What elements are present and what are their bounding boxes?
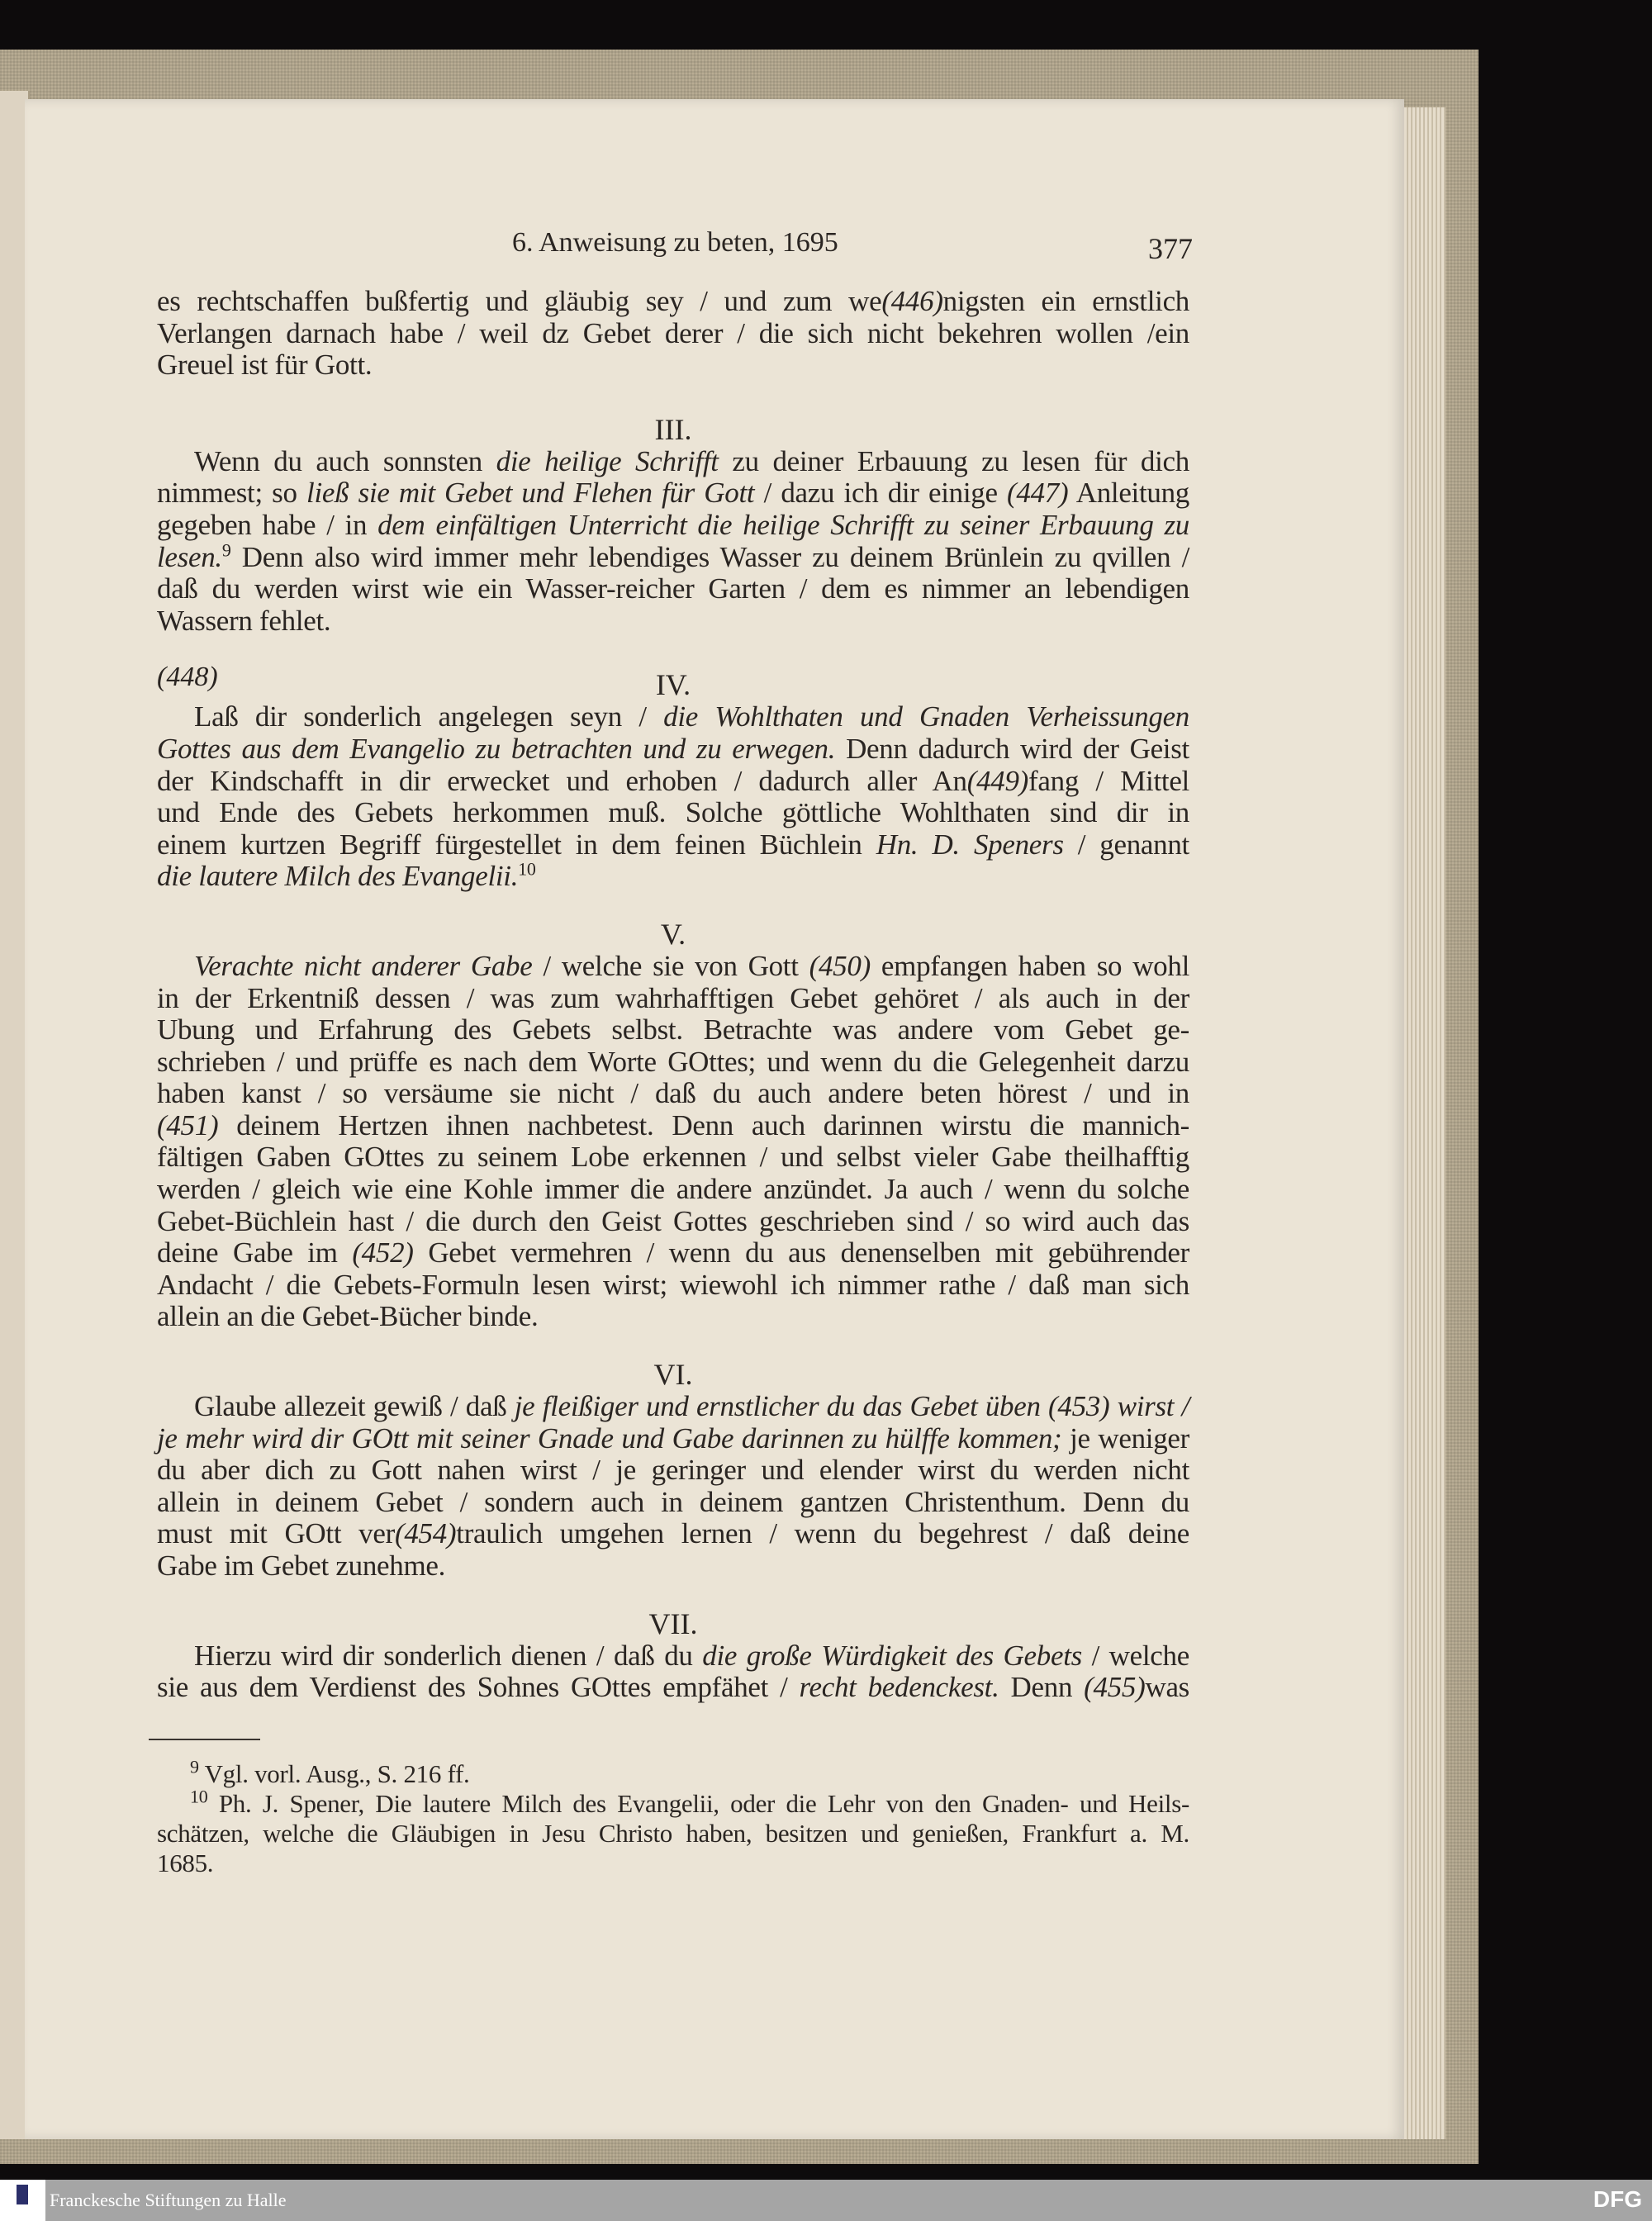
- text-segment: Denn dadurch wird der Geist: [835, 732, 1189, 765]
- text-line: [157, 1848, 1189, 1878]
- text-line: [157, 1518, 1189, 1550]
- text-segment: schrieben / und prüffe es nach dem Worte GOttes; und wenn du die Gelegenheit darzu: [157, 1045, 1189, 1078]
- footnote-marker: 9: [190, 1756, 199, 1777]
- text-line: [157, 797, 1189, 829]
- text-segment: Gabe im Gebet zunehme.: [157, 1549, 446, 1582]
- italic-text: Verachte nicht anderer Gabe: [194, 949, 533, 982]
- text-segment: allein an die Gebet-Bücher binde.: [157, 1300, 539, 1333]
- text-line: [157, 1550, 1189, 1583]
- text-segment: was: [1145, 1671, 1189, 1704]
- section: [157, 1607, 1189, 1704]
- italic-text: die große Würdigkeit des Gebets: [702, 1639, 1082, 1672]
- text-line: [157, 1487, 1189, 1519]
- italic-text: Gottes aus dem Evangelio zu betrachten und zu erwegen.: [157, 732, 836, 765]
- italic-text: (450): [809, 949, 871, 982]
- text-segment: empfangen haben so wohl: [870, 949, 1189, 982]
- text-line: [157, 1174, 1189, 1206]
- text-line: [157, 1046, 1189, 1079]
- text-segment: must mit GOtt ver: [157, 1517, 395, 1550]
- section-heading: V.: [660, 917, 686, 951]
- text-line: [157, 1237, 1189, 1269]
- text-segment: es rechtschaffen bußfertig und gläubig sey / und zum we: [157, 285, 882, 317]
- text-line: [157, 1078, 1189, 1110]
- main-text: [157, 286, 1189, 1704]
- text-line: [157, 1786, 1189, 1819]
- text-line: [157, 1301, 1189, 1333]
- italic-text: (446): [881, 285, 943, 317]
- text-segment: du aber dich zu Gott nahen wirst / je geringer und elender wirst du werden nicht: [157, 1454, 1189, 1487]
- section: [157, 918, 1189, 1333]
- text-line: [157, 951, 1189, 983]
- text-line: [157, 1672, 1189, 1704]
- section: [157, 662, 1190, 893]
- text-segment: in der Erkentniß dessen / was zum wahrhafftigen Gebet gehöret / als auch in der: [157, 981, 1189, 1014]
- italic-text: die lautere Milch des Evangelii.: [157, 860, 519, 893]
- text-segment: Ph. J. Spener, Die lautere Milch des Evangelii, oder die Lehr von den Gnaden- und Heils-: [207, 1789, 1189, 1818]
- italic-text: (452): [352, 1236, 414, 1269]
- text-line: [157, 446, 1189, 478]
- text-segment: zu deiner Erbauung zu lesen für dich: [718, 444, 1189, 477]
- text-line: [157, 1391, 1189, 1423]
- text-segment: daß du werden wirst wie ein Wasser-reicher Garten / dem es nimmer an lebendigen: [157, 572, 1189, 605]
- section: [157, 413, 1189, 638]
- text-line: [157, 858, 1189, 893]
- italic-text: (451): [157, 1108, 219, 1141]
- text-segment: Ubung und Erfahrung des Gebets selbst. Betrachte was andere vom Gebet ge-: [157, 1013, 1189, 1046]
- text-segment: traulich umgehen lernen / wenn du begehrest / daß deine: [456, 1517, 1189, 1550]
- text-segment: Hierzu wird dir sonderlich dienen / daß du: [194, 1639, 703, 1672]
- section-heading: VI.: [653, 1358, 693, 1392]
- text-segment: fältigen Gaben GOttes zu seinem Lobe erkennen / und selbst vieler Gabe theilhafftig: [157, 1141, 1189, 1174]
- italic-text: lesen.: [157, 540, 222, 573]
- text-line: [157, 1423, 1189, 1455]
- italic-text: die Wohlthaten und Gnaden Verheissungen: [663, 700, 1190, 733]
- italic-text: ließ sie mit Gebet und Flehen für Gott: [306, 477, 755, 510]
- footnote-marker: 10: [190, 1786, 208, 1807]
- text-segment: nimmest; so: [157, 477, 307, 510]
- text-segment: Denn also wird immer mehr lebendiges Wasser zu deinem Brünlein zu qvillen /: [230, 540, 1189, 573]
- text-segment: und Ende des Gebets herkommen muß. Solche göttliche Wohlthaten sind dir in: [157, 796, 1189, 829]
- text-line: [157, 733, 1189, 766]
- text-segment: / genannt: [1063, 828, 1189, 861]
- text-line: [157, 286, 1189, 318]
- margin-page-note: (448): [157, 662, 218, 693]
- section: [157, 286, 1189, 382]
- text-segment: je weniger: [1061, 1421, 1190, 1455]
- italic-text: (447): [1007, 477, 1069, 510]
- footnote-rule: [149, 1739, 260, 1740]
- text-line: [157, 349, 1189, 382]
- section-heading: III.: [654, 412, 692, 446]
- italic-text: die heilige Schrifft: [496, 444, 719, 477]
- section-heading: IV.: [655, 668, 691, 702]
- text-segment: / welche: [1081, 1639, 1189, 1672]
- text-line: [157, 539, 1189, 574]
- text-segment: schätzen, welche die Gläubigen in Jesu Christo haben, besitzen und genießen, Frankfurt a. M.: [157, 1819, 1189, 1848]
- text-line: [157, 1455, 1189, 1487]
- page-number: 377: [1148, 232, 1193, 265]
- text-segment: sie aus dem Verdienst des Sohnes GOttes empfähet /: [157, 1671, 800, 1704]
- text-segment: gegeben habe / in: [157, 508, 378, 541]
- text-segment: Laß dir sonderlich angelegen seyn /: [194, 700, 664, 733]
- italic-text: (449): [966, 764, 1029, 797]
- text-segment: Gebet-Büchlein hast / die durch den Geist Gottes geschrieben sind / so wird auch das: [157, 1204, 1189, 1237]
- text-segment: haben kanst / so versäume sie nicht / daß du auch andere beten hörest / und in: [157, 1077, 1189, 1110]
- footnote-marker: 9: [221, 539, 231, 560]
- text-segment: Wenn du auch sonnsten: [194, 444, 496, 477]
- text-segment: deinem Hertzen ihnen nachbetest. Denn auch darinnen wirstu die mannich-: [218, 1108, 1189, 1141]
- running-title: 6. Anweisung zu beten, 1695: [512, 227, 838, 258]
- text-line: [157, 1756, 1189, 1789]
- text-segment: Wassern fehlet.: [157, 604, 331, 637]
- text-line: [157, 1014, 1189, 1046]
- text-segment: einem kurtzen Begriff fürgestellet in dem feinen Büchlein: [157, 828, 876, 861]
- dfg-logo: DFG: [1593, 2186, 1642, 2212]
- text-line: [157, 983, 1189, 1015]
- text-segment: Glaube allezeit gewiß / daß: [194, 1390, 515, 1423]
- text-line: [157, 1269, 1189, 1302]
- text-segment: werden / gleich wie eine Kohle immer die andere anzündet. Ja auch / wenn du solche: [157, 1173, 1189, 1206]
- italic-text: (455): [1084, 1671, 1146, 1704]
- viewer-footer-bar: [0, 2180, 1652, 2221]
- text-segment: Verlangen darnach habe / weil dz Gebet derer / die sich nicht bekehren wollen /ein: [157, 316, 1189, 349]
- italic-text: je mehr wird dir GOtt mit seiner Gnade und Gabe darinnen zu hülffe kommen;: [157, 1421, 1062, 1455]
- text-line: [157, 1206, 1189, 1238]
- italic-text: Hn. D. Speners: [876, 828, 1064, 861]
- footnote-marker: 10: [518, 858, 536, 880]
- text-segment: / welche sie von Gott: [532, 949, 809, 982]
- text-line: [157, 1640, 1189, 1673]
- text-line: [157, 510, 1189, 542]
- text-line: [157, 573, 1189, 605]
- text-line: [157, 1110, 1189, 1142]
- text-line: [157, 766, 1189, 798]
- text-segment: Andacht / die Gebets-Formuln lesen wirst; wiewohl ich nimmer rathe / daß man sich: [157, 1268, 1189, 1301]
- text-segment: deine Gabe im: [157, 1236, 353, 1269]
- section: [157, 1358, 1189, 1583]
- text-segment: Vgl. vorl. Ausg., S. 216 ff.: [198, 1759, 470, 1788]
- text-segment: nigsten ein ernstlich: [942, 285, 1189, 317]
- text-segment: allein in deinem Gebet / sondern auch in deinem gantzen Christenthum. Denn du: [157, 1485, 1189, 1518]
- text-segment: 1685.: [157, 1848, 214, 1877]
- text-line: [157, 318, 1189, 350]
- text-line: [157, 1819, 1189, 1848]
- text-line: [157, 701, 1189, 733]
- italic-text: (454): [394, 1517, 457, 1550]
- text-segment: der Kindschafft in dir erwecket und erhoben / dadurch aller An: [157, 764, 967, 797]
- text-segment: Gebet vermehren / wenn du aus denenselben mit gebührender: [413, 1236, 1189, 1269]
- italic-text: dem einfältigen Unterricht die heilige Schrifft zu seiner Erbauung zu: [377, 508, 1189, 541]
- institution-name: Franckesche Stiftungen zu Halle: [50, 2190, 287, 2210]
- text-line: [157, 829, 1189, 861]
- italic-text: je fleißiger und ernstlicher du das Gebet üben (453) wirst /: [514, 1390, 1190, 1423]
- institution-logo: [0, 2180, 45, 2221]
- text-line: [157, 605, 1189, 638]
- section-heading: VII.: [648, 1606, 698, 1640]
- footnotes: [157, 1756, 1189, 1878]
- text-segment: fang / Mittel: [1028, 764, 1189, 797]
- text-line: [157, 477, 1189, 510]
- text-line: [157, 1141, 1189, 1174]
- text-segment: Anleitung: [1068, 477, 1190, 510]
- text-segment: Denn: [999, 1671, 1085, 1704]
- text-segment: / dazu ich dir einige: [754, 477, 1008, 510]
- text-segment: Greuel ist für Gott.: [157, 349, 373, 382]
- italic-text: recht bedenckest.: [799, 1671, 999, 1704]
